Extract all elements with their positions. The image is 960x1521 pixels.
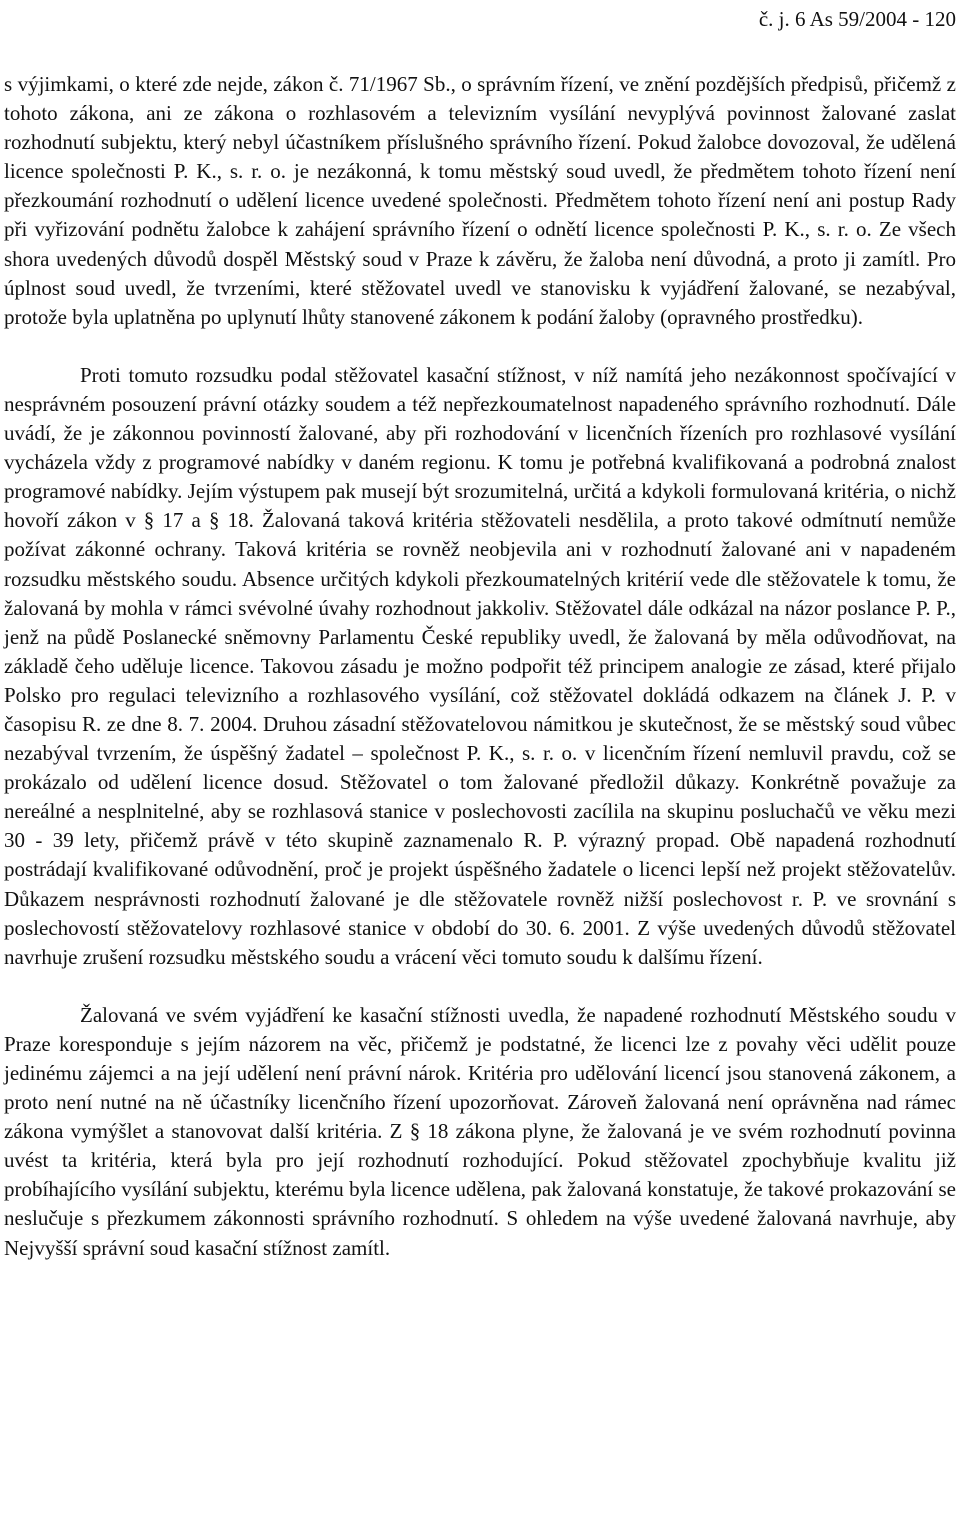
paragraph-cassation-complaint: Proti tomuto rozsudku podal stěžovatel kasační stížnost, v níž namítá jeho nezákonnost spočívající v nesprávném posouzení právní otázky soudem a též nepřezkoumatelnost napadeného správního rozhodnutí. Dále uvádí, že je zákonnou povinností žalované, aby při rozhodování v licenčních řízeních pro rozhlasové vysílání vycházela vždy z programové nabídky v daném regionu. K tomu je potřebná kvalifikovaná a podrobná znalost programové nabídky. Jejím výstupem pak musejí být srozumitelná, určitá a kdykoli formulovaná kritéria, o nichž hovoří zákon v § 17 a § 18. Žalovaná taková kritéria stěžovateli nesdělila, a proto takové odmítnutí nemůže požívat zákonné ochrany. Taková kritéria se rovněž neobjevila ani v rozhodnutí žalované ani v napadeném rozsudku městského soudu. Absence určitých kdykoli přezkoumatelných kritérií vede dle stěžovatele k tomu, že žalovaná by mohla v rámci svévolné úvahy rozhodnout jakkoliv. Stěžovatel dále odkázal na názor poslance P. P., jenž na půdě Poslanecké sněmovny Parlamentu České republiky uvedl, že žalovaná by měla odůvodňovat, na základě čeho uděluje licence. Takovou zásadu je možno podpořit též principem analogie ze zásad, které přijalo Polsko pro regulaci televizního a rozhlasového vysílání, což stěžovatel dokládá odkazem na článek J. P. v časopisu R. ze dne 8. 7. 2004. Druhou zásadní stěžovatelovou námitkou je skutečnost, že se městský soud vůbec nezabýval tvrzením, že úspěšný žadatel – společnost P. K., s. r. o. v licenčním řízení nemluvil pravdu, což se prokázalo od udělení licence dosud. Stěžovatel o tom žalované předložil důkazy. Konkrétně považuje za nereálné a nesplnitelné, aby se rozhlasová stanice v poslechovosti zacílila na skupinu posluchačů ve věku mezi 30 - 39 lety, přičemž právě v této skupině zaznamenalo R. P. výrazný propad. Obě napadená rozhodnutí postrádají kvalifikované odůvodnění, proč je projekt úspěšného žadatele o licenci lepší než projekt stěžovatelův. Důkazem nesprávnosti rozhodnutí žalované je dle stěžovatele rovněž nižší poslechovost r. P. ve srovnání s poslechovostí stěžovatelovy rozhlasové stanice v období do 30. 6. 2001. Z výše uvedených důvodů stěžovatel navrhuje zrušení rozsudku městského soudu a vrácení věci tomuto soudu k dalšímu řízení. [4, 362, 956, 969]
paragraph-defendant-statement: Žalovaná ve svém vyjádření ke kasační stížnosti uvedla, že napadené rozhodnutí Městského soudu v Praze koresponduje s jejím názorem na věc, přičemž je podstatné, že licenci lze z povahy věci udělit pouze jedinému zájemci a na její udělení není právní nárok. Kritéria pro udělování licencí jsou stanovená zákonem, a proto není nutné na ně účastníky licenčního řízení upozorňovat. Zároveň žalovaná není oprávněna nad rámec zákona vymýšlet a stanovovat další kritéria. Z § 18 zákona plyne, že žalovaná je ve svém rozhodnutí povinna uvést ta kritéria, která byla pro její rozhodnutí rozhodující. Pokud stěžovatel zpochybňuje kvalitu již probíhajícího vysílání subjektu, kterému byla licence udělena, pak žalovaná konstatuje, že takové prokazování se neslučuje s přezkumem zákonnosti správního rozhodnutí. S ohledem na výše uvedené žalovaná navrhuje, aby Nejvyšší správní soud kasační stížnost zamítl. [4, 1002, 956, 1260]
paragraph-previous-ruling: s výjimkami, o které zde nejde, zákon č. 71/1967 Sb., o správním řízení, ve znění pozdějších předpisů, přičemž z tohoto zákona, ani ze zákona o rozhlasovém a televizním vysílání nevyplývá povinnost žalované zaslat rozhodnutí subjektu, který nebyl účastníkem příslušného správního řízení. Pokud žalobce dovozoval, že udělená licence společnosti P. K., s. r. o. je nezákonná, k tomu městský soud uvedl, že předmětem tohoto řízení není přezkoumání rozhodnutí o udělení licence uvedené společnosti. Předmětem tohoto řízení není ani postup Rady při vyřizování podnětu žalobce k zahájení správního řízení o odnětí licence společnosti P. K., s. r. o. Ze všech shora uvedených důvodů dospěl Městský soud v Praze k závěru, že žaloba není důvodná, a proto ji zamítl. Pro úplnost soud uvedl, že tvrzeními, které stěžovatel uvedl ve stanovisku k vyjádření žalované, se nezabýval, protože byla uplatněna po uplynutí lhůty stanovené zákonem k podání žaloby (opravného prostředku). [4, 72, 956, 329]
case-reference: č. j. 6 As 59/2004 - 120 [758, 7, 956, 31]
